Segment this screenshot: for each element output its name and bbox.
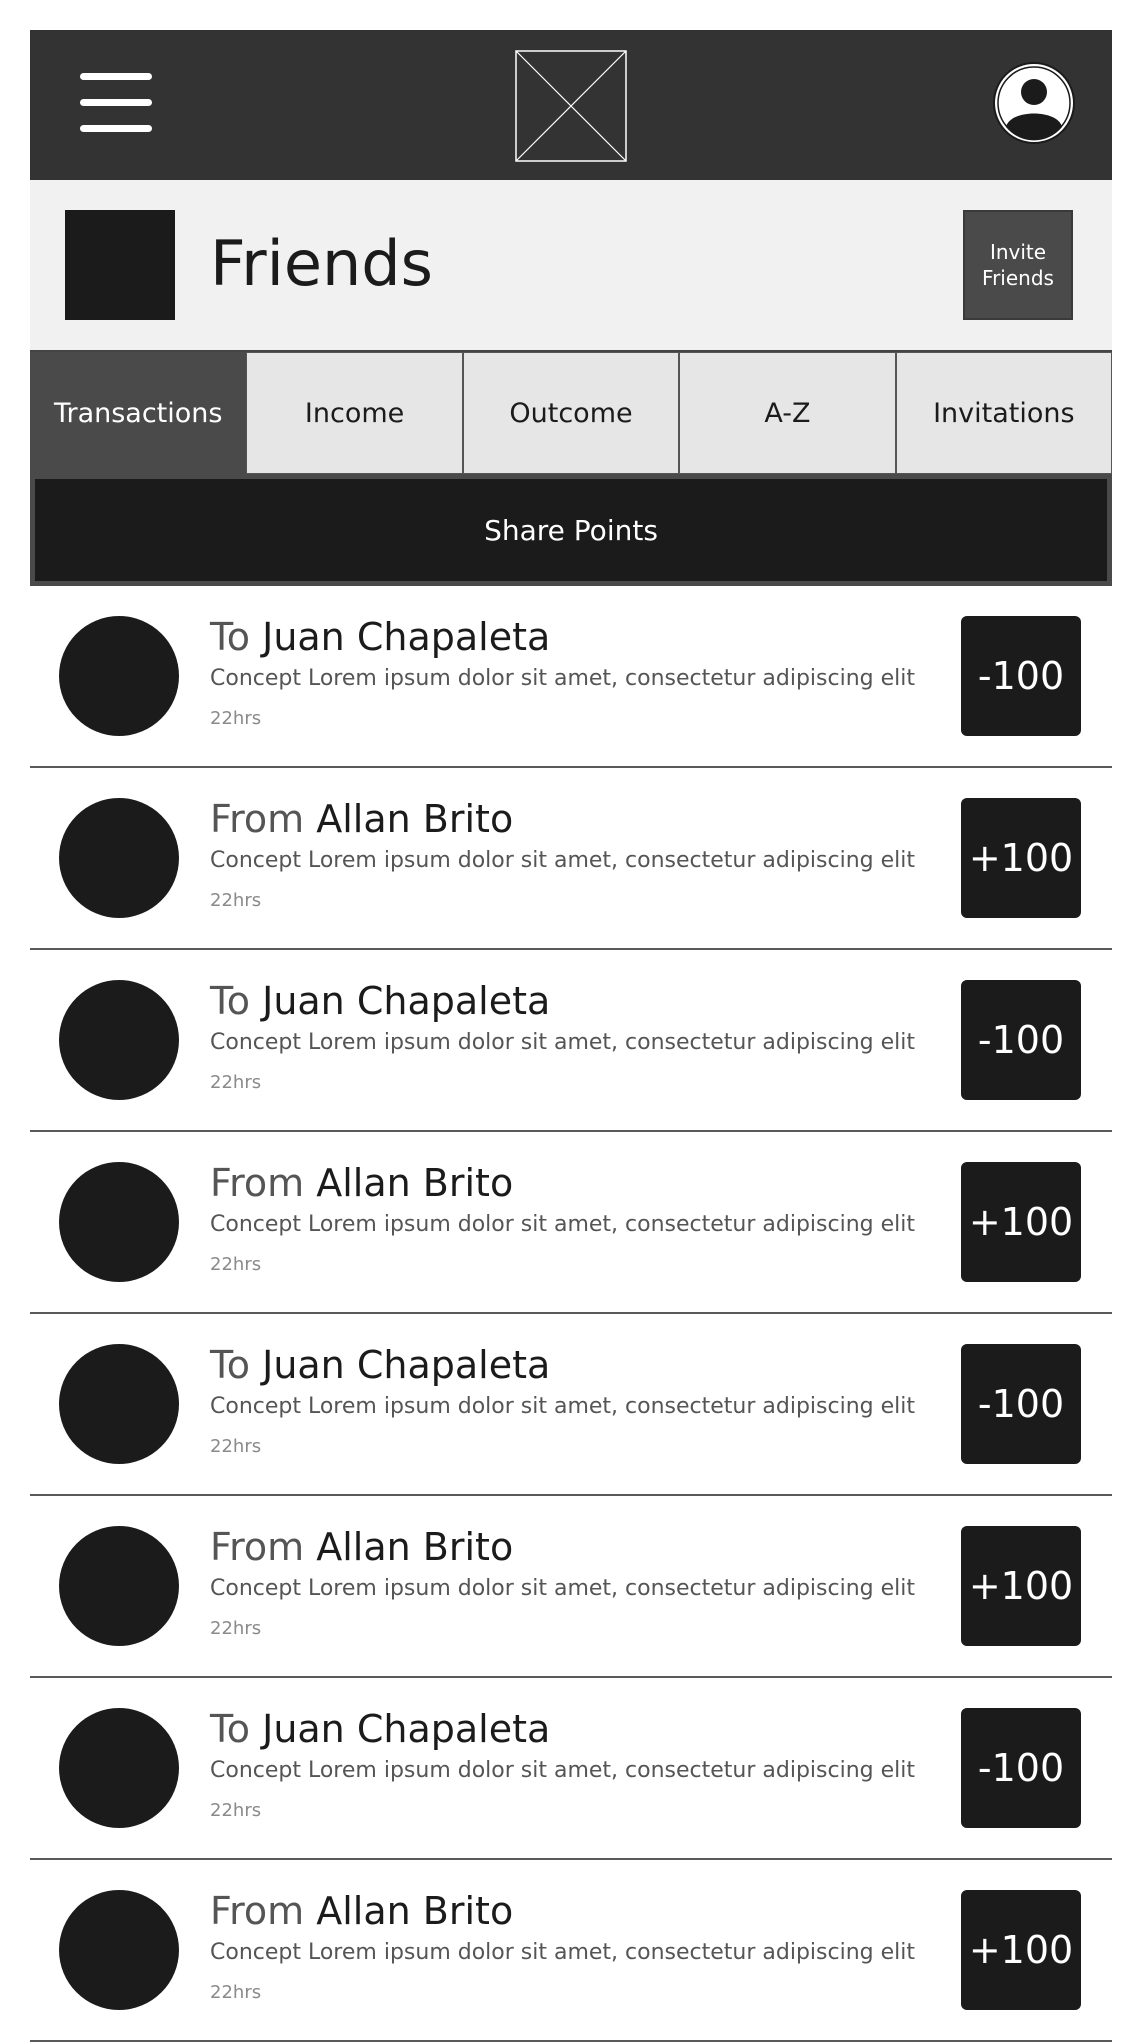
transaction-title <box>210 1888 513 1934</box>
list-item[interactable] <box>30 1860 1112 2042</box>
tab-income[interactable]: Income <box>246 352 462 474</box>
transaction-title <box>210 1342 550 1388</box>
transaction-title <box>210 1160 513 1206</box>
transaction-description: Concept Lorem ipsum dolor sit amet, consectetur adipiscing elit <box>210 1940 915 1965</box>
friend-name: Allan Brito <box>316 797 514 841</box>
header-image <box>65 210 175 320</box>
avatar <box>59 1162 179 1282</box>
transaction-title <box>210 1524 513 1570</box>
transaction-description: Concept Lorem ipsum dolor sit amet, consectetur adipiscing elit <box>210 848 915 873</box>
points-badge[interactable]: +100 <box>961 798 1081 918</box>
transaction-description: Concept Lorem ipsum dolor sit amet, consectetur adipiscing elit <box>210 1212 915 1237</box>
direction-label: From <box>210 1889 305 1933</box>
transaction-list <box>30 586 1112 2042</box>
transaction-description: Concept Lorem ipsum dolor sit amet, consectetur adipiscing elit <box>210 1394 915 1419</box>
list-item[interactable] <box>30 586 1112 768</box>
tab-outcome[interactable]: Outcome <box>463 352 679 474</box>
timestamp: 22hrs <box>210 1436 262 1457</box>
direction-label: To <box>210 1707 251 1751</box>
menu-icon[interactable] <box>80 73 152 133</box>
logo-placeholder-icon <box>515 50 627 162</box>
tab-bar <box>30 350 1112 474</box>
timestamp: 22hrs <box>210 890 262 911</box>
points-badge[interactable]: -100 <box>961 616 1081 736</box>
avatar <box>59 798 179 918</box>
invite-friends-button[interactable]: Invite Friends <box>963 210 1073 320</box>
tab-invitations[interactable]: Invitations <box>896 352 1112 474</box>
friend-name: Juan Chapaleta <box>262 979 551 1023</box>
points-badge[interactable]: +100 <box>961 1890 1081 2010</box>
page-header <box>30 180 1112 350</box>
list-item[interactable] <box>30 1496 1112 1678</box>
direction-label: From <box>210 1525 305 1569</box>
transaction-description: Concept Lorem ipsum dolor sit amet, consectetur adipiscing elit <box>210 1758 915 1783</box>
avatar <box>59 1890 179 2010</box>
user-avatar-icon[interactable] <box>992 61 1076 145</box>
direction-label: From <box>210 1161 305 1205</box>
points-badge[interactable]: +100 <box>961 1162 1081 1282</box>
share-bar <box>30 474 1112 586</box>
list-item[interactable] <box>30 1678 1112 1860</box>
transaction-title <box>210 978 550 1024</box>
timestamp: 22hrs <box>210 1618 262 1639</box>
transaction-title <box>210 614 550 660</box>
points-badge[interactable]: +100 <box>961 1526 1081 1646</box>
avatar <box>59 1526 179 1646</box>
points-badge[interactable]: -100 <box>961 1708 1081 1828</box>
list-item[interactable] <box>30 1132 1112 1314</box>
transaction-description: Concept Lorem ipsum dolor sit amet, consectetur adipiscing elit <box>210 1576 915 1601</box>
direction-label: To <box>210 1343 251 1387</box>
top-bar <box>30 30 1112 180</box>
timestamp: 22hrs <box>210 1072 262 1093</box>
list-item[interactable] <box>30 1314 1112 1496</box>
friend-name: Juan Chapaleta <box>262 1343 551 1387</box>
friend-name: Allan Brito <box>316 1161 514 1205</box>
points-badge[interactable]: -100 <box>961 1344 1081 1464</box>
direction-label: To <box>210 615 251 659</box>
friend-name: Juan Chapaleta <box>262 615 551 659</box>
timestamp: 22hrs <box>210 708 262 729</box>
list-item[interactable] <box>30 768 1112 950</box>
share-points-button[interactable]: Share Points <box>35 479 1107 581</box>
timestamp: 22hrs <box>210 1800 262 1821</box>
list-item[interactable] <box>30 950 1112 1132</box>
friend-name: Allan Brito <box>316 1889 514 1933</box>
avatar <box>59 1344 179 1464</box>
timestamp: 22hrs <box>210 1982 262 2003</box>
transaction-description: Concept Lorem ipsum dolor sit amet, consectetur adipiscing elit <box>210 666 915 691</box>
tab-transactions[interactable]: Transactions <box>30 352 246 474</box>
avatar <box>59 980 179 1100</box>
tab-a-z[interactable]: A-Z <box>679 352 895 474</box>
app-frame <box>30 30 1112 2003</box>
friend-name: Allan Brito <box>316 1525 514 1569</box>
direction-label: From <box>210 797 305 841</box>
transaction-title <box>210 796 513 842</box>
friend-name: Juan Chapaleta <box>262 1707 551 1751</box>
timestamp: 22hrs <box>210 1254 262 1275</box>
avatar <box>59 1708 179 1828</box>
transaction-title <box>210 1706 550 1752</box>
avatar <box>59 616 179 736</box>
transaction-description: Concept Lorem ipsum dolor sit amet, consectetur adipiscing elit <box>210 1030 915 1055</box>
points-badge[interactable]: -100 <box>961 980 1081 1100</box>
page-title: Friends <box>210 227 433 300</box>
direction-label: To <box>210 979 251 1023</box>
